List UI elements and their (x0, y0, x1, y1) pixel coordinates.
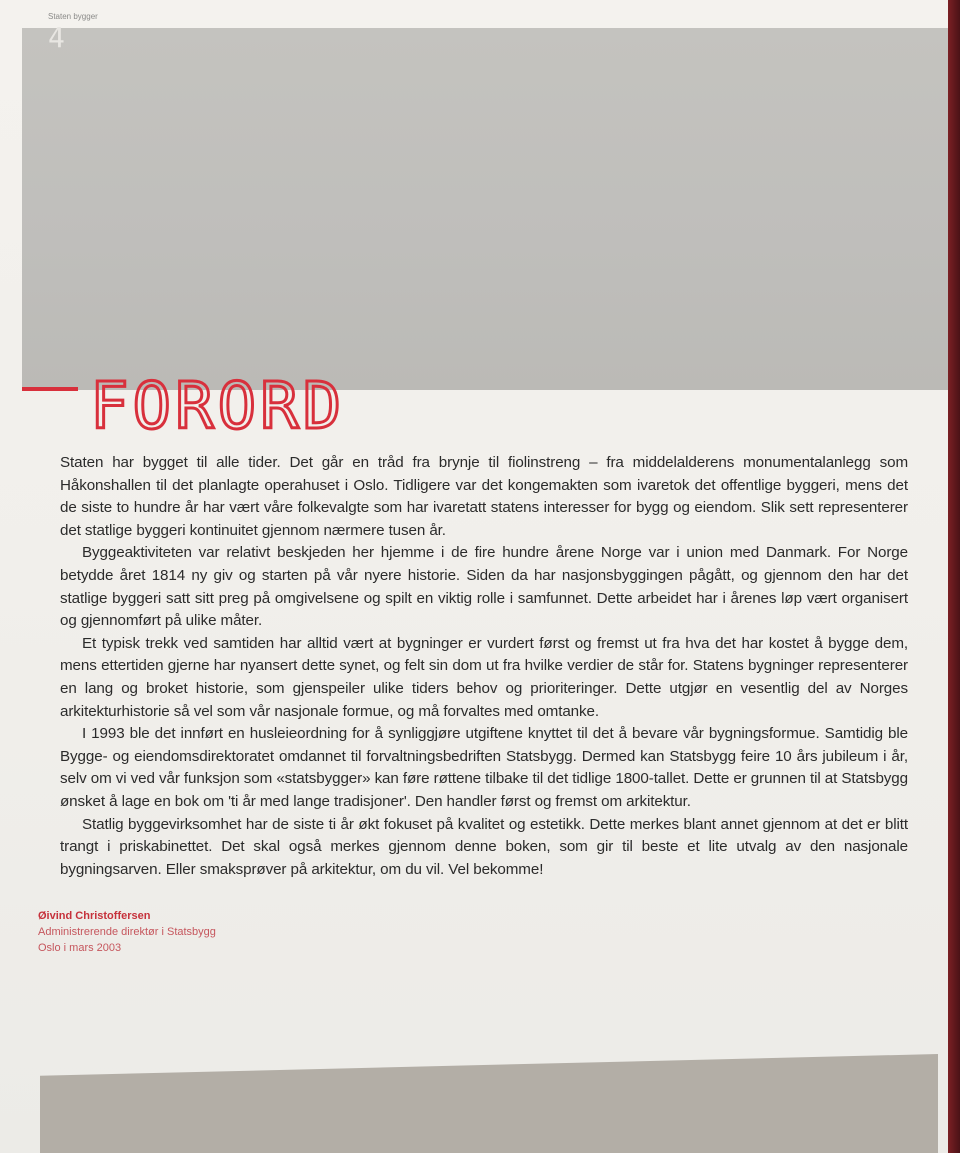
signature-block (38, 908, 216, 956)
title-dash (22, 387, 78, 391)
paragraph: Staten har bygget til alle tider. Det går en tråd fra brynje til fiolinstreng – fra middelalderens monumentalanlegg som Håkonshallen til det planlagte operahuset i Oslo. Tidligere var det kongemakten som ivaretok det offentlige byggeri, mens det de siste to hundre år har vært våre folkevalgte som har ivaretatt statens interesser for bygg og eiendom. Slik sett representerer det statlige byggeri kontinuitet gjennom nærmere tusen år. (60, 454, 908, 539)
page-number: 4 (48, 21, 65, 54)
header-band (22, 28, 948, 390)
paragraph: Statlig byggevirksomhet har de siste ti år økt fokuset på kvalitet og estetikk. Dette merkes blant annet gjennom at det er blitt trangt i priskabinettet. Det skal også merkes gjennom denne boken, som gir til beste et lite utvalg av den nasjonale bygningsarven. Eller smaksprøver på arkitektur, om du vil. Vel bekomme! (60, 815, 908, 878)
footer-band (40, 1054, 938, 1153)
paragraph: Et typisk trekk ved samtiden har alltid vært at bygninger er vurdert først og fremst ut fra hva det har kostet å bygge dem, mens ettertiden gjerne har nyansert dette synet, og felt sin dom ut fra hvilke verdier de står for. Statens bygninger representerer en lang og broket historie, som gjenspeiler ulike tiders behov og prioriteringer. Dette utgjør en vesentlig del av Norges arkitekturhistorie så vel som vår nasjonale formue, og må forvaltes med omtanke. (60, 634, 908, 720)
running-head: Staten bygger (48, 12, 98, 21)
page-title: FORORD (90, 369, 346, 444)
paragraph: I 1993 ble det innført en husleieordning for å synliggjøre utgiftene knyttet til det å bevare vår bygningsformue. Samtidig ble Bygge- og eiendomsdirektoratet omdannet til forvaltningsbedriften Statsbygg. Dermed kan Statsbygg feire 10 års jubileum i år, selv om vi ved vår funksjon som «statsbygger» kan føre røttene tilbake til det tidlige 1800-tallet. Dette er grunnen til at Statsbygg ønsket å lage en bok om 'ti år med lange tradisjoner'. Den handler først og fremst om arkitektur. (60, 725, 908, 810)
foreword-text (60, 452, 908, 881)
signature-place-date: Oslo i mars 2003 (38, 942, 122, 954)
paragraph: Byggeaktiviteten var relativt beskjeden her hjemme i de fire hundre årene Norge var i union med Danmark. For Norge betydde året 1814 ny giv og starten på vår nyere historie. Siden da har nasjonsbyggingen pågått, og gjennom den har det statlige byggeri satt sitt preg på omgivelsene og spilt en viktig rolle i samfunnet. Dette arbeidet har i årenes løp vært organisert og gjennomført på ulike måter. (60, 544, 908, 630)
signature-name: Øivind Christoffersen (38, 910, 151, 922)
book-cover-edge (948, 0, 960, 1153)
signature-role: Administrerende direktør i Statsbygg (38, 926, 216, 938)
